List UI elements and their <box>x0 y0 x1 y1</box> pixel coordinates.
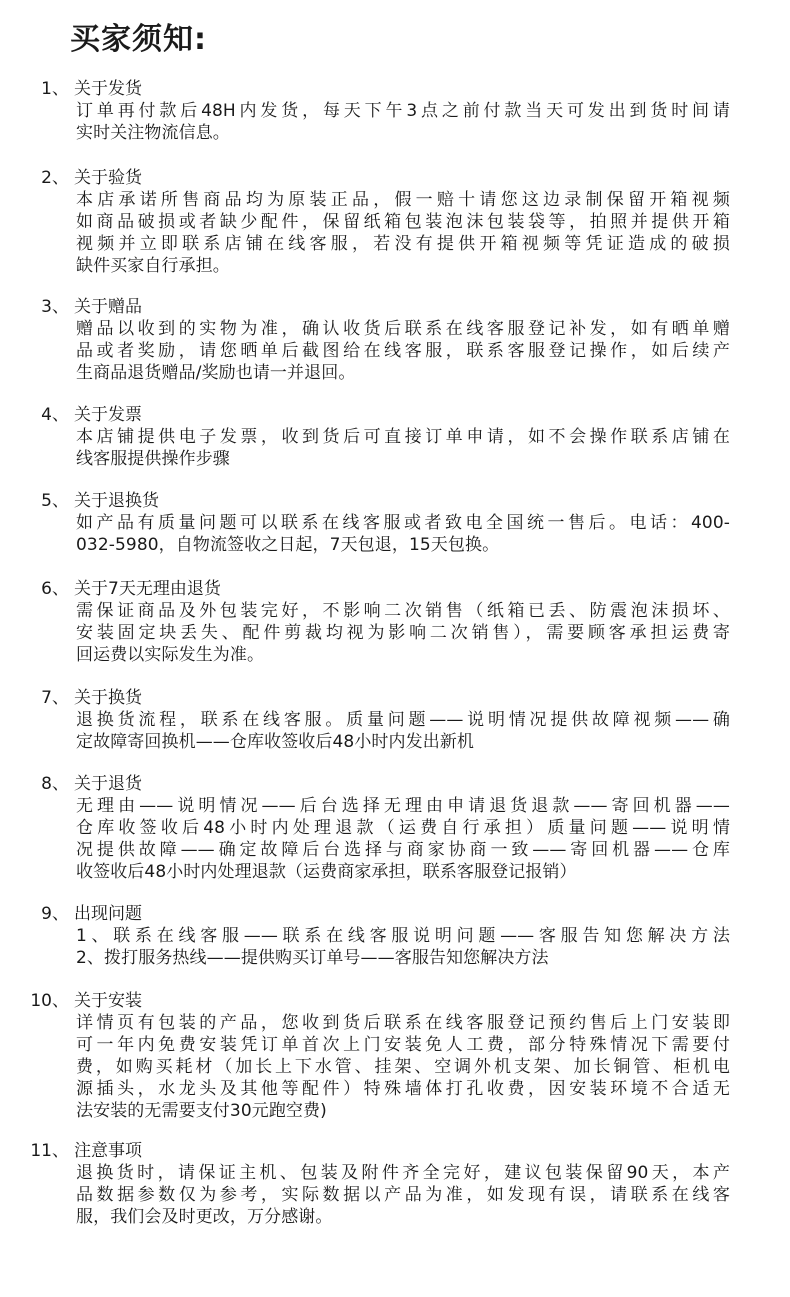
notice-section <box>0 687 790 753</box>
notice-section <box>0 1140 790 1228</box>
notice-section <box>0 773 790 883</box>
section-body <box>76 709 730 753</box>
section-text-line: 品或者奖励，请您晒单后截图给在线客服，联系客服登记操作，如后续产 <box>76 341 730 361</box>
section-number: 11、 <box>30 1141 69 1161</box>
section-title: 关于换货 <box>74 688 142 708</box>
section-text-line: 退换货流程，联系在线客服。质量问题——说明情况提供故障视频——确 <box>76 710 730 730</box>
section-body <box>76 426 730 470</box>
notice-section <box>0 490 790 556</box>
section-title: 关于7天无理由退货 <box>74 579 221 599</box>
section-text-line: 服，我们会及时更改，万分感谢。 <box>76 1207 333 1227</box>
section-heading <box>0 1140 790 1162</box>
section-text-line: 1、联系在线客服——联系在线客服说明问题——客服告知您解决方法 <box>76 926 730 946</box>
section-text-line: 缺件买家自行承担。 <box>76 256 230 276</box>
section-title: 关于验货 <box>74 168 142 188</box>
section-text-line: 线客服提供操作步骤 <box>76 449 230 469</box>
notice-section <box>0 167 790 277</box>
section-number: 3、 <box>41 297 69 317</box>
section-number: 4、 <box>41 405 69 425</box>
section-body <box>76 1012 730 1122</box>
notice-section <box>0 990 790 1122</box>
notice-section <box>0 578 790 666</box>
section-text-line: 收签收后48小时内处理退款（运费商家承担，联系客服登记报销） <box>76 862 577 882</box>
section-text-line: 退换货时，请保证主机、包装及附件齐全完好，建议包装保留90天，本产 <box>76 1163 730 1183</box>
section-heading <box>0 490 790 512</box>
section-number: 5、 <box>41 491 69 511</box>
notice-section <box>0 296 790 384</box>
section-text-line: 法安装的无需要支付30元跑空费) <box>76 1101 327 1121</box>
section-title: 关于退货 <box>74 774 142 794</box>
section-text-line: 订单再付款后48H内发货，每天下午3点之前付款当天可发出到货时间请 <box>76 101 730 121</box>
section-number: 8、 <box>41 774 69 794</box>
section-text-line: 费，如购买耗材（加长上下水管、挂架、空调外机支架、加长铜管、柜机电 <box>76 1057 730 1077</box>
section-text-line: 如商品破损或者缺少配件，保留纸箱包装泡沫包装袋等，拍照并提供开箱 <box>76 212 730 232</box>
section-heading <box>0 578 790 600</box>
section-text-line: 无理由——说明情况——后台选择无理由申请退货退款——寄回机器—— <box>76 796 730 816</box>
section-text-line: 生商品退货赠品/奖励也请一并退回。 <box>76 363 356 383</box>
section-text-line: 详情页有包装的产品，您收到货后联系在线客服登记预约售后上门安装即 <box>76 1013 730 1033</box>
section-heading <box>0 773 790 795</box>
section-body <box>76 795 730 883</box>
section-title: 关于发票 <box>74 405 142 425</box>
notice-section <box>0 78 790 144</box>
section-number: 6、 <box>41 579 69 599</box>
section-number: 1、 <box>41 79 69 99</box>
section-title: 关于退换货 <box>74 491 159 511</box>
section-heading <box>0 78 790 100</box>
section-title: 关于发货 <box>74 79 142 99</box>
section-title: 关于安装 <box>74 991 142 1011</box>
section-text-line: 2、拨打服务热线——提供购买订单号——客服告知您解决方法 <box>76 948 549 968</box>
section-body <box>76 600 730 666</box>
section-body <box>76 100 730 144</box>
section-text-line: 032-5980，自物流签收之日起，7天包退，15天包换。 <box>76 535 500 555</box>
section-number: 2、 <box>41 168 69 188</box>
section-text-line: 如产品有质量问题可以联系在线客服或者致电全国统一售后。电话：400- <box>76 513 730 533</box>
section-body <box>76 925 730 969</box>
section-body <box>76 1162 730 1228</box>
section-text-line: 仓库收签收后48小时内处理退款（运费自行承担）质量问题——说明情 <box>76 818 730 838</box>
notice-section <box>0 903 790 969</box>
section-text-line: 本店铺提供电子发票，收到货后可直接订单申请，如不会操作联系店铺在 <box>76 427 730 447</box>
section-text-line: 实时关注物流信息。 <box>76 123 230 143</box>
section-title: 注意事项 <box>74 1141 142 1161</box>
section-body <box>76 318 730 384</box>
section-heading <box>0 990 790 1012</box>
section-text-line: 定故障寄回换机——仓库收签收后48小时内发出新机 <box>76 732 475 752</box>
section-text-line: 可一年内免费安装凭订单首次上门安装免人工费，部分特殊情况下需要付 <box>76 1035 730 1055</box>
section-number: 7、 <box>41 688 69 708</box>
section-heading <box>0 903 790 925</box>
section-text-line: 品数据参数仅为参考，实际数据以产品为准，如发现有误，请联系在线客 <box>76 1185 730 1205</box>
section-body <box>76 512 730 556</box>
section-title: 出现问题 <box>74 904 142 924</box>
section-number: 9、 <box>41 904 69 924</box>
page-title: 买家须知: <box>70 22 207 57</box>
section-heading <box>0 687 790 709</box>
section-text-line: 回运费以实际发生为准。 <box>76 645 265 665</box>
notice-section <box>0 404 790 470</box>
section-text-line: 视频并立即联系店铺在线客服，若没有提供开箱视频等凭证造成的破损 <box>76 234 730 254</box>
section-text-line: 源插头，水龙头及其他等配件）特殊墙体打孔收费，因安装环境不合适无 <box>76 1079 730 1099</box>
section-title: 关于赠品 <box>74 297 142 317</box>
section-text-line: 安装固定块丢失、配件剪裁均视为影响二次销售），需要顾客承担运费寄 <box>76 623 730 643</box>
section-number: 10、 <box>30 991 69 1011</box>
section-text-line: 况提供故障——确定故障后台选择与商家协商一致——寄回机器——仓库 <box>76 840 730 860</box>
section-heading <box>0 296 790 318</box>
section-heading <box>0 167 790 189</box>
section-text-line: 需保证商品及外包装完好，不影响二次销售（纸箱已丢、防震泡沫损坏、 <box>76 601 730 621</box>
section-text-line: 赠品以收到的实物为准，确认收货后联系在线客服登记补发，如有晒单赠 <box>76 319 730 339</box>
section-heading <box>0 404 790 426</box>
section-body <box>76 189 730 277</box>
section-text-line: 本店承诺所售商品均为原装正品，假一赔十请您这边录制保留开箱视频 <box>76 190 730 210</box>
